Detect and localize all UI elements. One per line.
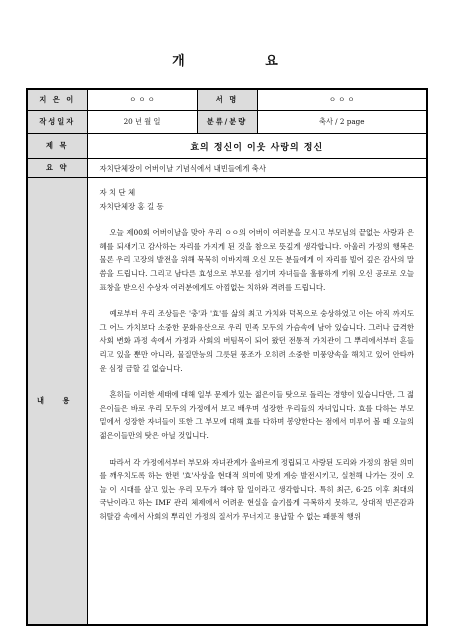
date-label: 작성일자 [27, 111, 87, 134]
subject-row [27, 134, 427, 159]
author-value: ㅇ ㅇ ㅇ [87, 89, 197, 111]
category-value: 축사 / 2 page [257, 111, 427, 134]
content-row [27, 178, 427, 626]
document-title: 개 요 [172, 54, 316, 69]
author-label: 지 은 이 [27, 89, 87, 111]
subject-label: 제 목 [27, 134, 87, 159]
content-label: 내 용 [27, 178, 87, 626]
paragraph-3: 혼히들 이러한 세태에 대해 일부 문제가 있는 젊은이들 탓으로 돌리는 경향이 있습니다만, 그 젊은이들은 바로 우리 모두의 가정에서 보고 배우며 성장한 우리들의 자녀입니다. 효를 다하는 부모 밑에서 성장한 자녀들이 또한 그 부모에 대해 효를 다하며 봉양한다는 점에서 미루어 볼 때 오늘의 젊은이들만의 탓은 아닐 것입니다. [99, 390, 414, 440]
category-label: 분류/분량 [197, 111, 257, 134]
summary-row [27, 159, 427, 178]
date-row [27, 111, 427, 134]
summary-label: 요 약 [27, 159, 87, 178]
speech-speaker: 자치단체장 홍 길 동 [99, 201, 164, 211]
book-name-label: 서 명 [197, 89, 257, 111]
date-value: 20 년 월 일 [87, 111, 197, 134]
paragraph-4: 따라서 각 가정에서부터 부모와 자녀관계가 올바르게 정립되고 사랑된 도리와 가정의 참된 의미를 깨우치도록 하는 한편 '효'사상을 현대적 의미에 맞게 계승 발전시키고, 실천해 나가는 것이 오늘 이 시대를 살고 있는 우리 모두가 해야 할 일이라고 생각합니다. 특히 최근, 6·25 이후 최대의 국난이라고 하는 IMF 관리 체제에서 어려운 현실을 슬기롭게 극복하지 못하고, 상대적 빈곤감과 허탈감 속에서 사회의 뿌리인 가정의 질서가 무너지고 용납할 수 없는 패륜적 행위 [99, 457, 414, 521]
content-body [87, 178, 427, 626]
author-row [27, 89, 427, 111]
summary-table [26, 88, 428, 626]
subject-value: 효의 정신이 이웃 사랑의 정신 [87, 134, 427, 159]
paragraph-1: 오늘 제00회 어버이날을 맞아 우리 ㅇㅇ의 어버이 여러분을 모시고 부모님의 끝없는 사랑과 은혜를 되새기고 감사하는 자리를 가지게 된 것을 참으로 뜻깊게 생각합니다. 아울러 가정의 행복은 물론 우리 고장의 발전을 위해 묵묵히 이바지해 오신 모든 분들에게 이 자리를 빌어 깊은 감사의 말씀을 드립니다. 그리고 남다른 효성으로 부모를 섬기며 자녀들을 훌륭하게 키워 오신 공로로 오늘 표창을 받으신 수상자 여러분에게도 아낌없는 치하와 격려를 드립니다. [99, 228, 414, 292]
book-name-value: ㅇ ㅇ ㅇ [257, 89, 427, 111]
paragraph-2: 예로부터 우리 조상들은 '충'과 '효'를 삶의 최고 가치와 덕목으로 숭상하였고 이는 아직 까지도 그 어느 가치보다 소중한 문화유산으로 우리 민족 모두의 가슴속에 남아 있습니다. 그러나 급격한 사회 변화 과정 속에서 가정과 사회의 버팀목이 되어 왔던 전통적 가치관이 그 뿌리에서부터 흔들리고 있을 뿐만 아니라, 물질만능의 그릇된 풍조가 오히려 소중한 미풍양속을 해치고 있어 안타까운 심정 금할 길 없습니다. [99, 309, 414, 373]
summary-value: 자치단체장이 어버이날 기념식에서 내빈들에게 축사 [87, 159, 427, 178]
speech-org: 자 치 단 체 [99, 188, 136, 197]
